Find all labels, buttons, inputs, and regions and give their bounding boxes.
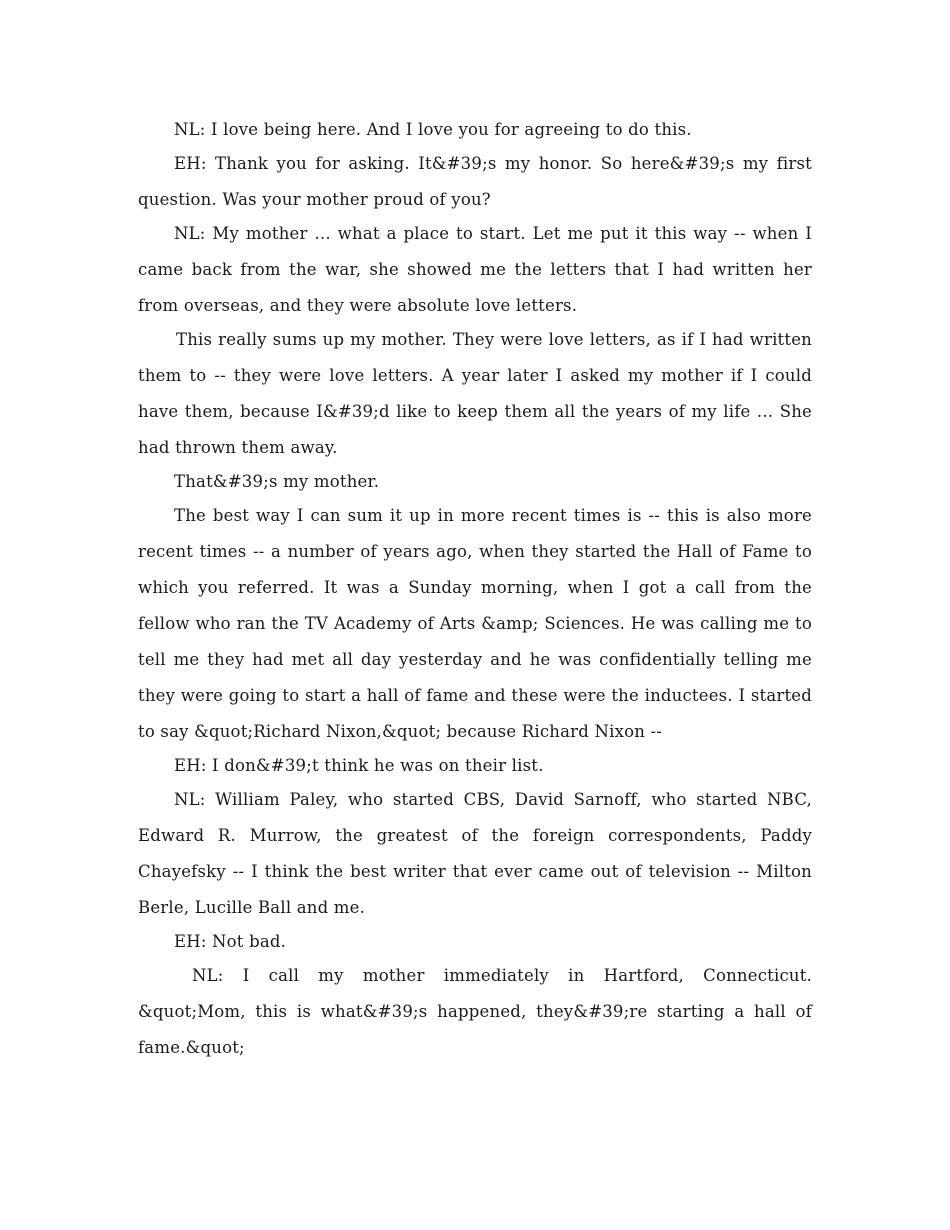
paragraph-2: EH: Thank you for asking. It&#39;s my honor. So here&#39;s my first question. Was your mother proud of you? — [138, 154, 812, 209]
paragraph-6: The best way I can sum it up in more recent times is -- this is also more recent times -- a number of years ago, when they started the Hall of Fame to which you referred. It was a Sunday morning, when I got a call from the fellow who ran the TV Academy of Arts &amp; Sciences. He was calling me to tell me they had met all day yesterday and he was confidentially telling me they were going to start a hall of fame and these were the inductees. I started to say &quot;Richard Nixon,&quot; because Richard Nixon -- — [138, 506, 812, 741]
paragraph-7: EH: I don&#39;t think he was on their list. — [174, 756, 544, 775]
paragraph-10: NL: I call my mother immediately in Hartford, Connecticut. &quot;Mom, this is what&#39;s happened, they&#39;re starting a hall of fame.&quot; — [138, 966, 812, 1057]
paragraph-3: NL: My mother ... what a place to start. Let me put it this way -- when I came back from the war, she showed me the letters that I had written her from overseas, and they were absolute love letters. — [138, 224, 812, 315]
document-page — [138, 112, 812, 1064]
paragraph-8: NL: William Paley, who started CBS, David Sarnoff, who started NBC, Edward R. Murrow, the greatest of the foreign correspondents, Paddy Chayefsky -- I think the best writer that ever came out of television -- Milton Berle, Lucille Ball and me. — [138, 790, 812, 917]
paragraph-5: That&#39;s my mother. — [174, 472, 380, 491]
paragraph-1: NL: I love being here. And I love you for agreeing to do this. — [174, 120, 692, 139]
paragraph-9: EH: Not bad. — [174, 932, 287, 951]
paragraph-4: This really sums up my mother. They were love letters, as if I had written them to -- they were love letters. A year later I asked my mother if I could have them, because I&#39;d like to keep them all the years of my life ... She had thrown them away. — [138, 330, 812, 457]
